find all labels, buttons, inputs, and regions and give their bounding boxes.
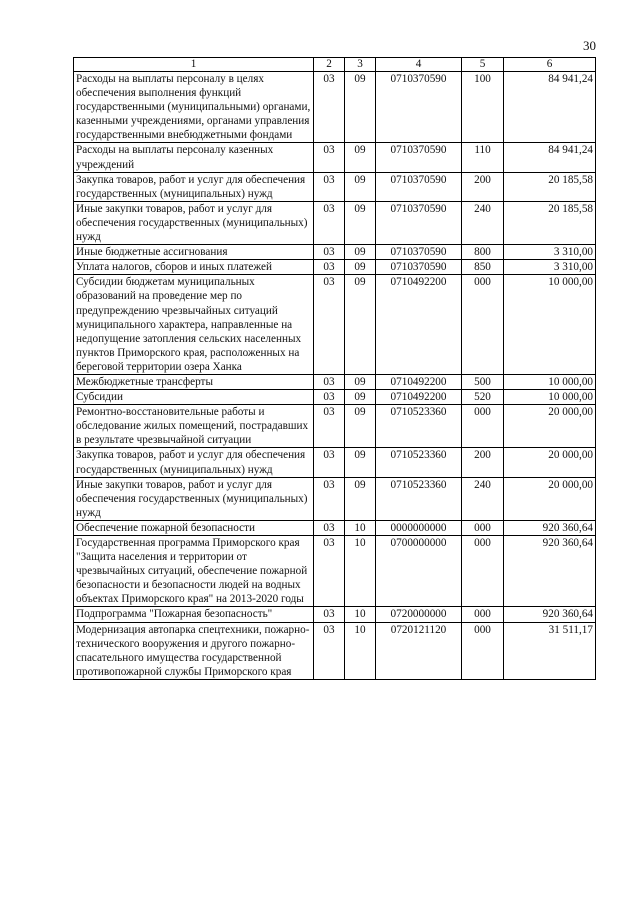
row-target-article-code: 0710370590 [376,260,462,275]
row-target-article-code: 0710523360 [376,448,462,477]
row-subsection-code: 09 [345,260,376,275]
row-expense-type-code: 200 [462,448,504,477]
row-description: Иные закупки товаров, работ и услуг для обеспечения государственных (муниципальных) нужд [74,477,314,520]
table-row [74,622,596,679]
row-section-code: 03 [314,405,345,448]
row-section-code: 03 [314,143,345,172]
row-expense-type-code: 000 [462,275,504,375]
row-expense-type-code: 520 [462,390,504,405]
row-target-article-code: 0000000000 [376,520,462,535]
row-section-code: 03 [314,172,345,201]
row-section-code: 03 [314,201,345,244]
header-cell-expense-type: 5 [462,58,504,72]
header-cell-amount: 6 [504,58,596,72]
row-section-code: 03 [314,275,345,375]
row-expense-type-code: 240 [462,201,504,244]
row-subsection-code: 10 [345,536,376,607]
row-section-code: 03 [314,520,345,535]
row-target-article-code: 0710492200 [376,390,462,405]
row-section-code: 03 [314,477,345,520]
row-expense-type-code: 850 [462,260,504,275]
table-row [74,275,596,375]
row-expense-type-code: 000 [462,405,504,448]
row-subsection-code: 09 [345,405,376,448]
table-row [74,201,596,244]
table-header-row [74,58,596,72]
row-subsection-code: 09 [345,448,376,477]
row-description: Расходы на выплаты персоналу в целях обеспечения выполнения функций государственными (муниципальными) органами, казенными учреждениями, органами управления государственными внебюджетными фондами [74,72,314,143]
row-description: Государственная программа Приморского края "Защита населения и территории от чрезвычайных ситуаций, обеспечение пожарной безопасности и безопасности людей на водных объектах Приморского края" на 2013-2020 годы [74,536,314,607]
row-amount: 3 310,00 [504,245,596,260]
row-section-code: 03 [314,448,345,477]
row-amount: 10 000,00 [504,390,596,405]
row-description: Ремонтно-восстановительные работы и обследование жилых помещений, пострадавших в результате чрезвычайной ситуации [74,405,314,448]
table-row [74,448,596,477]
header-cell-section: 2 [314,58,345,72]
row-description: Субсидии [74,390,314,405]
budget-table [73,57,596,680]
row-expense-type-code: 240 [462,477,504,520]
table-row [74,520,596,535]
row-description: Иные закупки товаров, работ и услуг для обеспечения государственных (муниципальных) нужд [74,201,314,244]
row-target-article-code: 0710370590 [376,201,462,244]
row-amount: 20 000,00 [504,477,596,520]
row-expense-type-code: 000 [462,622,504,679]
row-amount: 3 310,00 [504,260,596,275]
row-target-article-code: 0710523360 [376,477,462,520]
row-amount: 10 000,00 [504,374,596,389]
table-row [74,536,596,607]
row-expense-type-code: 200 [462,172,504,201]
table-row [74,143,596,172]
row-description: Модернизация автопарка спецтехники, пожарно-технического вооружения и другого пожарно-спасательного имущества государственной противопожарной службы Приморского края [74,622,314,679]
row-subsection-code: 09 [345,374,376,389]
row-amount: 20 185,58 [504,201,596,244]
row-amount: 10 000,00 [504,275,596,375]
row-target-article-code: 0710492200 [376,374,462,389]
row-amount: 20 000,00 [504,448,596,477]
row-description: Расходы на выплаты персоналу казенных учреждений [74,143,314,172]
table-row [74,390,596,405]
row-section-code: 03 [314,622,345,679]
row-description: Иные бюджетные ассигнования [74,245,314,260]
row-section-code: 03 [314,72,345,143]
table-row [74,477,596,520]
row-target-article-code: 0710370590 [376,172,462,201]
header-cell-target-article: 4 [376,58,462,72]
row-expense-type-code: 110 [462,143,504,172]
row-amount: 920 360,64 [504,536,596,607]
row-amount: 84 941,24 [504,72,596,143]
row-section-code: 03 [314,260,345,275]
row-description: Межбюджетные трансферты [74,374,314,389]
row-amount: 920 360,64 [504,520,596,535]
table-row [74,374,596,389]
row-subsection-code: 09 [345,201,376,244]
row-subsection-code: 10 [345,607,376,622]
header-cell-name: 1 [74,58,314,72]
row-expense-type-code: 500 [462,374,504,389]
row-subsection-code: 09 [345,72,376,143]
row-amount: 920 360,64 [504,607,596,622]
row-description: Уплата налогов, сборов и иных платежей [74,260,314,275]
row-subsection-code: 10 [345,520,376,535]
row-subsection-code: 09 [345,245,376,260]
header-cell-subsection: 3 [345,58,376,72]
table-row [74,260,596,275]
row-expense-type-code: 100 [462,72,504,143]
row-target-article-code: 0720121120 [376,622,462,679]
row-amount: 84 941,24 [504,143,596,172]
row-target-article-code: 0710370590 [376,143,462,172]
row-subsection-code: 09 [345,143,376,172]
row-target-article-code: 0720000000 [376,607,462,622]
row-subsection-code: 09 [345,477,376,520]
row-expense-type-code: 000 [462,536,504,607]
row-description: Субсидии бюджетам муниципальных образований на проведение мер по предупреждению чрезвычайных ситуаций муниципального характера, направленные на недопущение затопления сельских населенных пунктов Приморского края, расположенных на береговой территории озера Ханка [74,275,314,375]
table-row [74,245,596,260]
row-expense-type-code: 000 [462,520,504,535]
row-target-article-code: 0710523360 [376,405,462,448]
row-expense-type-code: 000 [462,607,504,622]
table-row [74,405,596,448]
row-section-code: 03 [314,374,345,389]
row-section-code: 03 [314,245,345,260]
row-target-article-code: 0710370590 [376,72,462,143]
row-expense-type-code: 800 [462,245,504,260]
table-row [74,607,596,622]
row-amount: 20 000,00 [504,405,596,448]
row-subsection-code: 09 [345,275,376,375]
row-target-article-code: 0710370590 [376,245,462,260]
table-row [74,172,596,201]
row-description: Закупка товаров, работ и услуг для обеспечения государственных (муниципальных) нужд [74,172,314,201]
row-section-code: 03 [314,536,345,607]
row-amount: 20 185,58 [504,172,596,201]
row-subsection-code: 09 [345,172,376,201]
row-subsection-code: 10 [345,622,376,679]
row-section-code: 03 [314,607,345,622]
row-description: Закупка товаров, работ и услуг для обеспечения государственных (муниципальных) нужд [74,448,314,477]
page-number: 30 [583,38,596,53]
row-amount: 31 511,17 [504,622,596,679]
row-description: Подпрограмма "Пожарная безопасность" [74,607,314,622]
row-subsection-code: 09 [345,390,376,405]
row-description: Обеспечение пожарной безопасности [74,520,314,535]
table-row [74,72,596,143]
row-section-code: 03 [314,390,345,405]
row-target-article-code: 0700000000 [376,536,462,607]
row-target-article-code: 0710492200 [376,275,462,375]
